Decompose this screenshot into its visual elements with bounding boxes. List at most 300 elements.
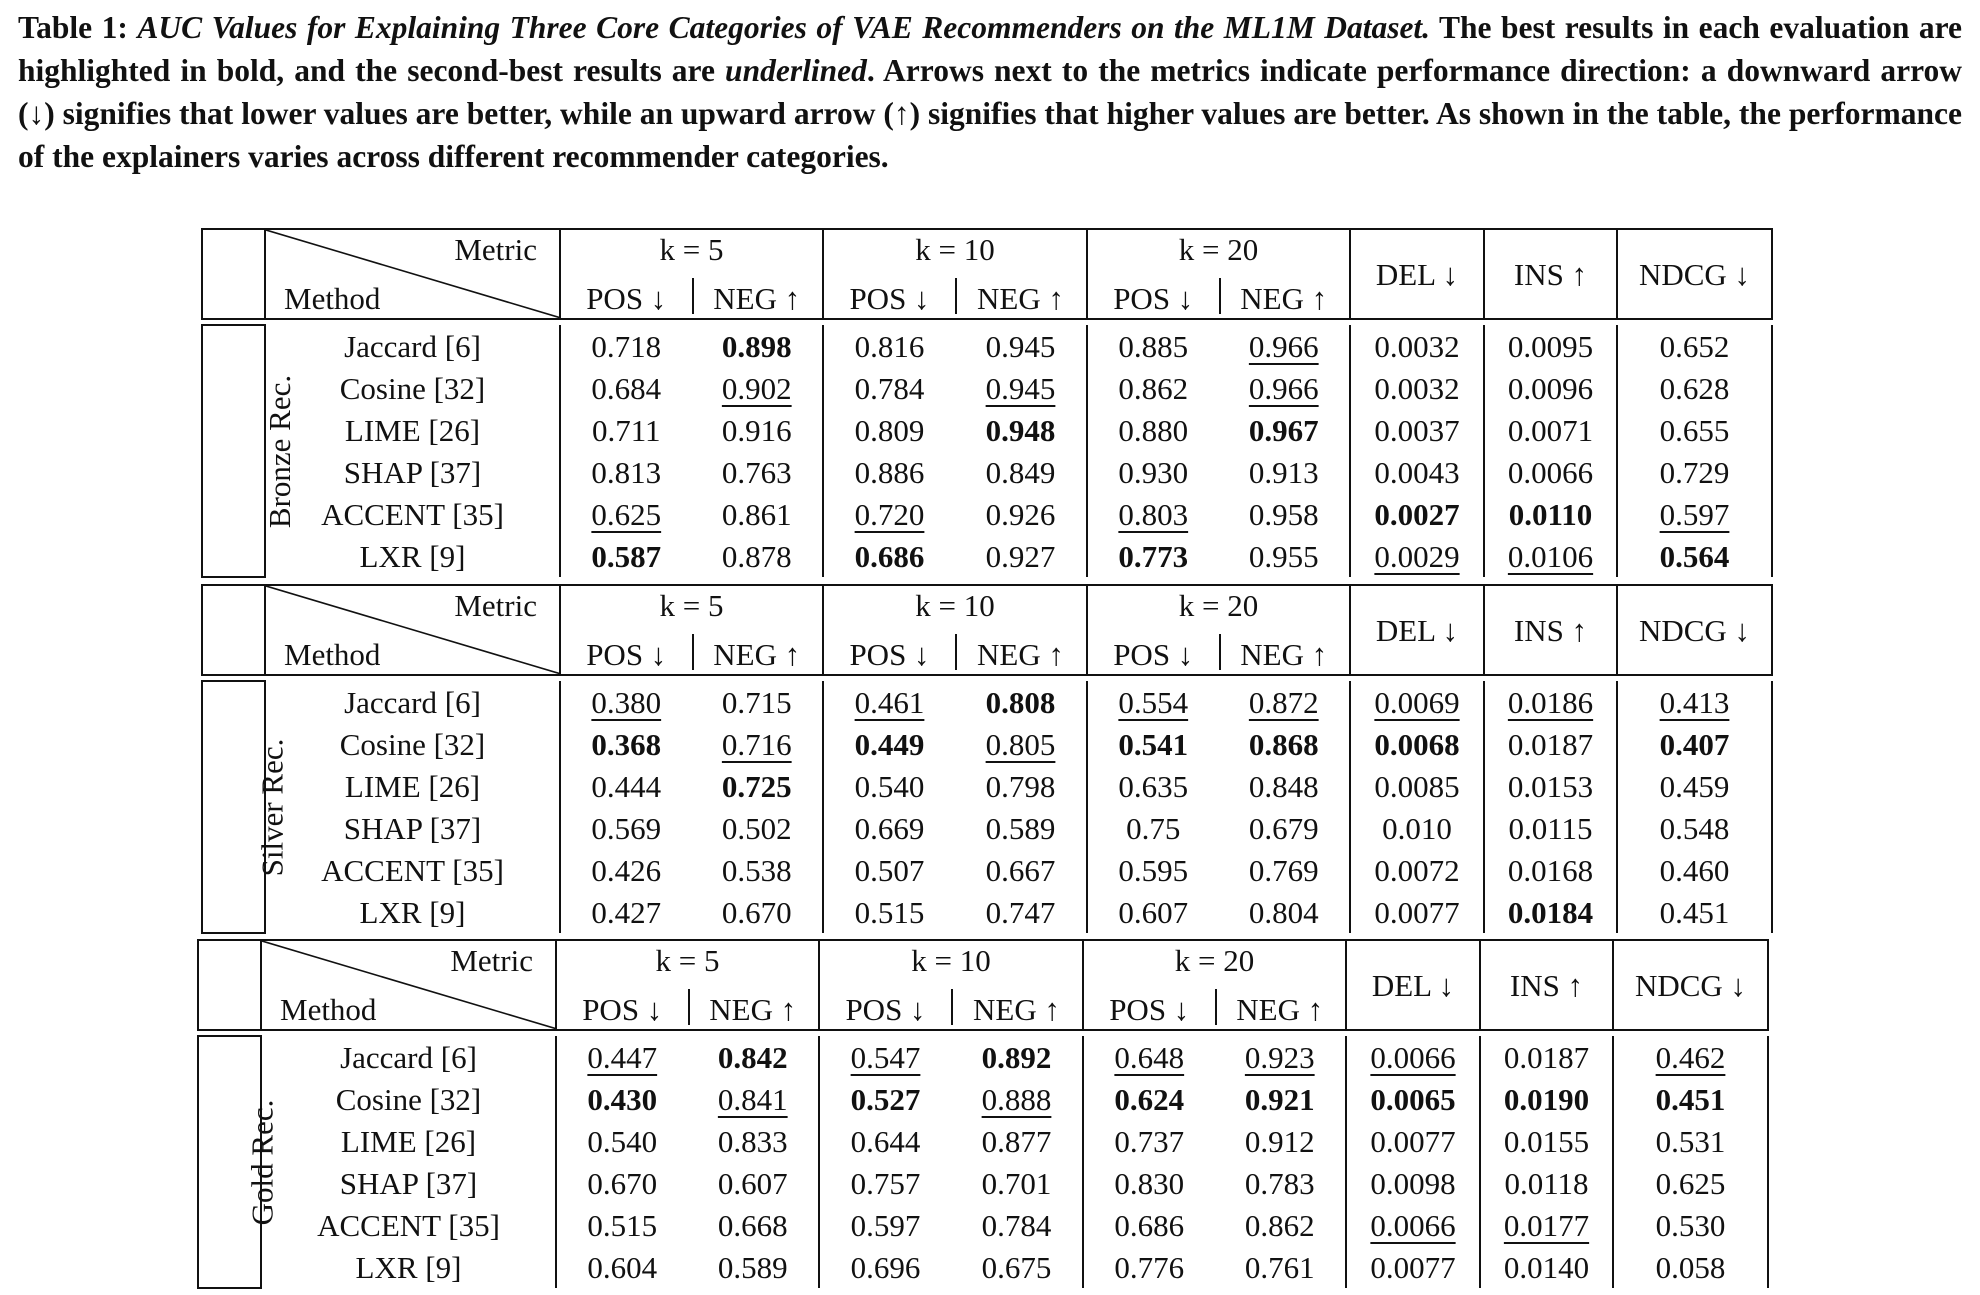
value-cell — [823, 367, 955, 409]
value: 0.655 — [1659, 412, 1730, 448]
value-cell — [560, 807, 692, 849]
value-cell — [692, 493, 824, 535]
value-cell — [1613, 1204, 1768, 1246]
value-cell — [823, 849, 955, 891]
value: 0.380 — [591, 684, 662, 720]
value-cell — [1215, 1036, 1347, 1078]
value: 0.0029 — [1374, 538, 1460, 574]
value: 0.427 — [591, 894, 662, 930]
value-cell — [1087, 493, 1219, 535]
value-cell — [1087, 535, 1219, 577]
value: 0.830 — [1114, 1165, 1185, 1201]
del-header: DEL ↓ — [1350, 585, 1484, 675]
value: 0.460 — [1659, 852, 1730, 888]
value-cell — [1087, 849, 1219, 891]
value-cell — [1083, 1120, 1215, 1162]
value-cell — [1219, 325, 1351, 367]
method-name: SHAP [37] — [265, 807, 560, 849]
value: 0.447 — [587, 1039, 658, 1075]
value-cell — [819, 1204, 951, 1246]
neg-label: NEG ↑ — [713, 281, 801, 316]
value-cell — [1484, 535, 1617, 577]
value: 0.916 — [721, 412, 792, 448]
value: 0.430 — [587, 1081, 658, 1117]
header-empty-cell — [202, 585, 265, 675]
value-cell — [823, 409, 955, 451]
value: 0.958 — [1248, 496, 1319, 532]
value: 0.0184 — [1507, 894, 1594, 930]
value-cell — [1219, 891, 1351, 933]
value-cell — [1350, 535, 1484, 577]
value-cell — [1484, 723, 1617, 765]
value: 0.0106 — [1507, 538, 1594, 574]
value-cell — [1350, 807, 1484, 849]
value: 0.885 — [1118, 328, 1189, 364]
value-cell — [1219, 451, 1351, 493]
value: 0.644 — [850, 1123, 921, 1159]
header-k5-cell — [560, 229, 823, 319]
del-header: DEL ↓ — [1350, 229, 1484, 319]
value: 0.862 — [1118, 370, 1189, 406]
value-cell — [688, 1078, 820, 1120]
header-block — [197, 939, 1767, 1027]
value: 0.798 — [985, 768, 1056, 804]
value: 0.675 — [981, 1249, 1052, 1285]
value-cell — [556, 1246, 688, 1288]
value-cell — [560, 535, 692, 577]
method-name: ACCENT [35] — [261, 1204, 556, 1246]
value: 0.892 — [981, 1039, 1052, 1075]
neg-label: NEG ↑ — [977, 637, 1064, 672]
value-cell — [1087, 409, 1219, 451]
value: 0.716 — [721, 726, 792, 762]
value-cell — [823, 723, 955, 765]
value: 0.0043 — [1374, 454, 1460, 490]
value-cell — [1484, 849, 1617, 891]
value-cell — [819, 1036, 951, 1078]
value-cell — [1617, 891, 1772, 933]
value: 0.648 — [1114, 1039, 1185, 1075]
method-name: SHAP [37] — [265, 451, 560, 493]
value-cell — [1350, 681, 1484, 723]
caption-text-1: The best results in each evaluation are highlighted in bold, and the second-best results are — [18, 10, 1962, 88]
value: 0.902 — [721, 370, 792, 406]
value: 0.589 — [717, 1249, 788, 1285]
value: 0.912 — [1244, 1123, 1315, 1159]
value: 0.813 — [591, 454, 662, 490]
value-cell — [1219, 681, 1351, 723]
value: 0.804 — [1248, 894, 1319, 930]
value-cell — [1083, 1162, 1215, 1204]
value: 0.587 — [591, 538, 662, 574]
value: 0.538 — [721, 852, 792, 888]
value: 0.842 — [717, 1039, 788, 1075]
value: 0.515 — [854, 894, 925, 930]
value-cell — [1484, 493, 1617, 535]
metric-method-cell — [261, 940, 556, 1030]
k-label: k = 10 — [911, 943, 991, 978]
value-cell — [688, 1246, 820, 1288]
neg-label: NEG ↑ — [1240, 281, 1328, 316]
value-cell — [1617, 681, 1772, 723]
header-k5-cell — [560, 585, 823, 675]
value-cell — [1617, 765, 1772, 807]
pos-label: POS ↓ — [849, 637, 930, 672]
value: 0.0187 — [1507, 726, 1594, 762]
value: 0.966 — [1248, 328, 1319, 364]
value-cell — [1350, 325, 1484, 367]
value-cell — [692, 535, 824, 577]
value: 0.668 — [717, 1207, 788, 1243]
value: 0.679 — [1248, 810, 1319, 846]
value-cell — [819, 1162, 951, 1204]
value: 0.0187 — [1503, 1039, 1590, 1075]
value: 0.967 — [1248, 412, 1319, 448]
metric-method-cell — [265, 585, 560, 675]
value: 0.75 — [1126, 810, 1181, 846]
value: 0.0077 — [1370, 1123, 1456, 1159]
table-row — [202, 535, 1772, 577]
value-cell — [1617, 451, 1772, 493]
neg-label: NEG ↑ — [977, 281, 1064, 316]
value: 0.0098 — [1370, 1165, 1456, 1201]
value: 0.540 — [587, 1123, 658, 1159]
method-name: Cosine [32] — [265, 723, 560, 765]
caption-label: Table 1: — [18, 10, 128, 45]
value: 0.725 — [721, 768, 792, 804]
table-row — [202, 765, 1772, 807]
value-cell — [692, 325, 824, 367]
value: 0.0066 — [1370, 1207, 1456, 1243]
value: 0.670 — [721, 894, 792, 930]
value: 0.624 — [1114, 1081, 1185, 1117]
table-row — [202, 409, 1772, 451]
pos-label: POS ↓ — [582, 992, 663, 1027]
value-cell — [1480, 1162, 1613, 1204]
value-cell — [692, 409, 824, 451]
value-cell — [1484, 891, 1617, 933]
table-row — [202, 849, 1772, 891]
section-label-cell — [202, 681, 290, 933]
section-table — [197, 1035, 1769, 1289]
value-cell — [692, 849, 824, 891]
method-label: Method — [284, 281, 381, 316]
k-label: k = 5 — [659, 232, 724, 267]
ins-header: INS ↑ — [1484, 585, 1617, 675]
value-cell — [1484, 367, 1617, 409]
header-block — [201, 584, 1771, 672]
value: 0.849 — [985, 454, 1056, 490]
value-cell — [1087, 367, 1219, 409]
value: 0.0153 — [1507, 768, 1594, 804]
value: 0.0069 — [1374, 684, 1460, 720]
value-cell — [556, 1036, 688, 1078]
value-cell — [692, 367, 824, 409]
table-row — [198, 1246, 1768, 1288]
value: 0.808 — [985, 684, 1056, 720]
table-row — [202, 493, 1772, 535]
value-cell — [1350, 891, 1484, 933]
value: 0.921 — [1244, 1081, 1315, 1117]
value-cell — [1350, 849, 1484, 891]
ins-header: INS ↑ — [1480, 940, 1613, 1030]
value: 0.757 — [850, 1165, 921, 1201]
pos-label: POS ↓ — [1109, 992, 1190, 1027]
value: 0.548 — [1659, 810, 1730, 846]
value: 0.833 — [717, 1123, 788, 1159]
value-cell — [951, 1036, 1083, 1078]
value-cell — [1346, 1162, 1480, 1204]
value: 0.783 — [1244, 1165, 1315, 1201]
value: 0.449 — [854, 726, 925, 762]
value-cell — [560, 367, 692, 409]
value-cell — [1480, 1246, 1613, 1288]
value-cell — [560, 409, 692, 451]
table-row — [202, 367, 1772, 409]
value-cell — [692, 807, 824, 849]
metric-method-cell — [265, 229, 560, 319]
value-cell — [951, 1120, 1083, 1162]
value: 0.803 — [1118, 496, 1189, 532]
table-row — [198, 1078, 1768, 1120]
value-cell — [688, 1120, 820, 1162]
value: 0.715 — [721, 684, 792, 720]
value: 0.569 — [591, 810, 662, 846]
value-cell — [955, 681, 1087, 723]
k-label: k = 20 — [1178, 232, 1259, 267]
caption-underlined-word: underlined — [725, 53, 867, 88]
pos-label: POS ↓ — [586, 281, 667, 316]
value-cell — [1083, 1078, 1215, 1120]
value: 0.861 — [721, 496, 792, 532]
pos-label: POS ↓ — [1113, 637, 1194, 672]
value: 0.502 — [721, 810, 792, 846]
value: 0.945 — [985, 370, 1056, 406]
method-name: LXR [9] — [265, 891, 560, 933]
value-cell — [1219, 367, 1351, 409]
value-cell — [1219, 493, 1351, 535]
value: 0.0095 — [1507, 328, 1594, 364]
value-cell — [692, 681, 824, 723]
value: 0.0118 — [1504, 1165, 1589, 1201]
value: 0.809 — [854, 412, 925, 448]
k-label: k = 10 — [915, 588, 995, 623]
value: 0.607 — [717, 1165, 788, 1201]
value-cell — [1350, 409, 1484, 451]
value-cell — [1346, 1078, 1480, 1120]
table-row — [198, 1162, 1768, 1204]
method-name: Jaccard [6] — [265, 681, 560, 723]
value: 0.0155 — [1503, 1123, 1590, 1159]
value: 0.527 — [850, 1081, 921, 1117]
value: 0.848 — [1248, 768, 1319, 804]
value: 0.0066 — [1370, 1039, 1456, 1075]
value-cell — [955, 891, 1087, 933]
value-cell — [1617, 807, 1772, 849]
value: 0.635 — [1118, 768, 1189, 804]
value: 0.886 — [854, 454, 925, 490]
value-cell — [692, 451, 824, 493]
value: 0.711 — [591, 412, 661, 448]
value-cell — [955, 367, 1087, 409]
value-cell — [1215, 1120, 1347, 1162]
value: 0.862 — [1244, 1207, 1315, 1243]
value: 0.444 — [591, 768, 662, 804]
value-cell — [1346, 1036, 1480, 1078]
value: 0.773 — [1118, 538, 1189, 574]
value: 0.686 — [1114, 1207, 1185, 1243]
header-table — [201, 228, 1773, 320]
value: 0.0027 — [1374, 496, 1460, 532]
value-cell — [1083, 1204, 1215, 1246]
table-row — [198, 1204, 1768, 1246]
value-cell — [1215, 1246, 1347, 1288]
value-cell — [1484, 807, 1617, 849]
value-cell — [1480, 1036, 1613, 1078]
value: 0.010 — [1382, 810, 1452, 846]
method-label: Method — [284, 637, 381, 672]
method-name: Jaccard [6] — [265, 325, 560, 367]
value: 0.0186 — [1507, 684, 1594, 720]
value: 0.877 — [981, 1123, 1052, 1159]
value-cell — [560, 891, 692, 933]
value-cell — [556, 1078, 688, 1120]
value: 0.872 — [1248, 684, 1319, 720]
value: 0.948 — [985, 412, 1056, 448]
value: 0.926 — [985, 496, 1056, 532]
value-cell — [1346, 1120, 1480, 1162]
value: 0.607 — [1118, 894, 1189, 930]
value: 0.597 — [1659, 496, 1730, 532]
table-row — [198, 1036, 1768, 1078]
method-name: Cosine [32] — [265, 367, 560, 409]
value-cell — [955, 451, 1087, 493]
value-cell — [692, 891, 824, 933]
value-cell — [560, 849, 692, 891]
value: 0.729 — [1659, 454, 1730, 490]
value: 0.0190 — [1503, 1081, 1590, 1117]
value: 0.784 — [981, 1207, 1052, 1243]
value-cell — [951, 1204, 1083, 1246]
pos-label: POS ↓ — [1113, 281, 1194, 316]
value: 0.0065 — [1370, 1081, 1456, 1117]
caption-text-2: . Arrows next to the metrics indicate performance direction: a downward arrow (↓) signifies that lower values are better, while an upward arrow (↑) signifies that higher values are better. As shown in the table, the performance of the explainers varies across different recommender categories. — [18, 53, 1962, 174]
value-cell — [955, 765, 1087, 807]
value-cell — [1350, 765, 1484, 807]
value-cell — [955, 723, 1087, 765]
section-block — [197, 1035, 1767, 1287]
method-name: Jaccard [6] — [261, 1036, 556, 1078]
section-label-cell — [202, 325, 298, 577]
value-cell — [1484, 409, 1617, 451]
table-row — [202, 681, 1772, 723]
section-block — [201, 680, 1771, 932]
value: 0.407 — [1659, 726, 1730, 762]
value: 0.652 — [1659, 328, 1730, 364]
value: 0.547 — [850, 1039, 921, 1075]
value-cell — [1215, 1204, 1347, 1246]
value: 0.816 — [854, 328, 925, 364]
value-cell — [955, 849, 1087, 891]
value-cell — [1613, 1246, 1768, 1288]
value: 0.880 — [1118, 412, 1189, 448]
value-cell — [1617, 535, 1772, 577]
k-label: k = 20 — [1174, 943, 1255, 978]
value: 0.923 — [1244, 1039, 1315, 1075]
value-cell — [1083, 1036, 1215, 1078]
value-cell — [1219, 409, 1351, 451]
value: 0.451 — [1655, 1081, 1726, 1117]
section-table — [201, 324, 1773, 578]
method-label: Method — [280, 992, 377, 1027]
value: 0.0072 — [1374, 852, 1460, 888]
value: 0.667 — [985, 852, 1056, 888]
value: 0.554 — [1118, 684, 1189, 720]
header-empty-cell — [202, 229, 265, 319]
section-label-cell — [198, 1036, 280, 1288]
ndcg-header: NDCG ↓ — [1613, 940, 1768, 1030]
value-cell — [556, 1162, 688, 1204]
neg-label: NEG ↑ — [713, 637, 801, 672]
value: 0.747 — [985, 894, 1056, 930]
value: 0.784 — [854, 370, 925, 406]
value: 0.595 — [1118, 852, 1189, 888]
table-row — [202, 807, 1772, 849]
value: 0.669 — [854, 810, 925, 846]
k-label: k = 5 — [659, 588, 724, 623]
value-cell — [1617, 367, 1772, 409]
value: 0.604 — [587, 1249, 658, 1285]
neg-label: NEG ↑ — [1236, 992, 1324, 1027]
k-label: k = 20 — [1178, 588, 1259, 623]
value-cell — [1219, 807, 1351, 849]
value: 0.058 — [1655, 1249, 1726, 1285]
value: 0.0032 — [1374, 370, 1460, 406]
value: 0.451 — [1659, 894, 1730, 930]
value: 0.531 — [1655, 1123, 1726, 1159]
table-row — [202, 723, 1772, 765]
value: 0.0037 — [1374, 412, 1460, 448]
method-name: SHAP [37] — [261, 1162, 556, 1204]
value: 0.761 — [1244, 1249, 1315, 1285]
value: 0.776 — [1114, 1249, 1185, 1285]
value: 0.0077 — [1374, 894, 1460, 930]
value-cell — [1350, 723, 1484, 765]
value-cell — [955, 493, 1087, 535]
section-block — [201, 324, 1771, 576]
value: 0.805 — [985, 726, 1056, 762]
value: 0.0168 — [1507, 852, 1594, 888]
value-cell — [823, 451, 955, 493]
header-k5-cell — [556, 940, 819, 1030]
value: 0.413 — [1659, 684, 1730, 720]
k-label: k = 10 — [915, 232, 995, 267]
method-name: ACCENT [35] — [265, 493, 560, 535]
method-name: LXR [9] — [261, 1246, 556, 1288]
header-table — [201, 584, 1773, 676]
value-cell — [556, 1204, 688, 1246]
pos-label: POS ↓ — [849, 281, 930, 316]
value-cell — [1350, 493, 1484, 535]
header-k10-cell — [819, 940, 1083, 1030]
value-cell — [1346, 1246, 1480, 1288]
value: 0.459 — [1659, 768, 1730, 804]
section-table — [201, 680, 1773, 934]
value-cell — [1613, 1036, 1768, 1078]
value: 0.515 — [587, 1207, 658, 1243]
value-cell — [1350, 367, 1484, 409]
value: 0.718 — [591, 328, 662, 364]
